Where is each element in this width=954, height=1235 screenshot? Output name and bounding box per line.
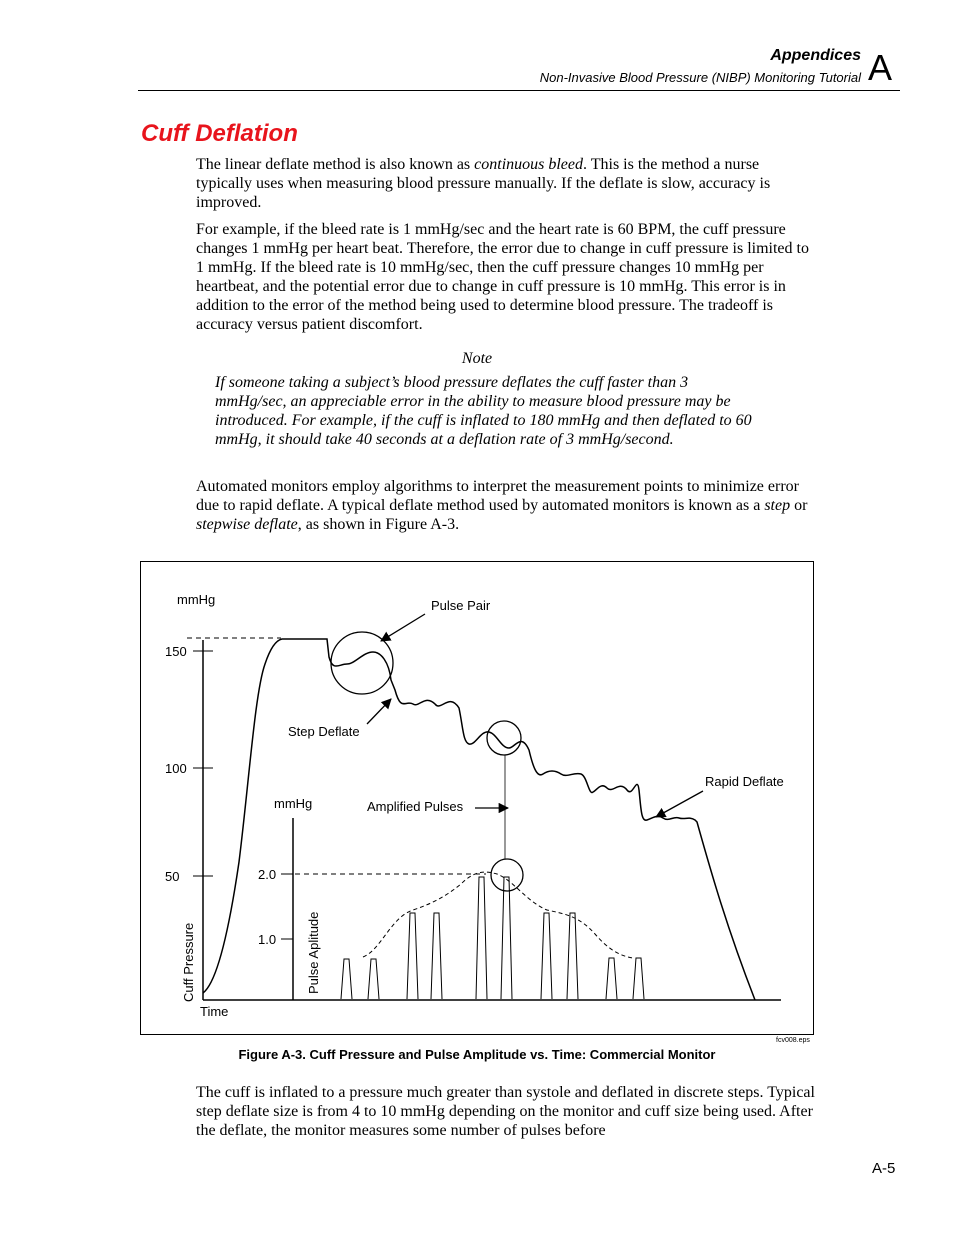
tick-label-150: 150 [165, 644, 187, 659]
amplified-pulses-label: Amplified Pulses [367, 799, 464, 814]
pulse-bars [341, 877, 644, 999]
header-section-title: Appendices [770, 47, 861, 64]
tick-label-50: 50 [165, 869, 180, 884]
rapid-deflate-arrow [656, 791, 703, 817]
time-label: Time [200, 1004, 229, 1019]
cuff-pressure-chart [141, 562, 815, 1036]
pulse-envelope [363, 872, 633, 958]
pulse-pair-label: Pulse Pair [431, 598, 491, 613]
tick-label-100: 100 [165, 761, 187, 776]
step-deflate-label: Step Deflate [288, 724, 360, 739]
paragraph-2: For example, if the bleed rate is 1 mmHg/sec and the heart rate is 60 BPM, the cuff pressure changes 1 mmHg per heart beat. Therefore, the error due to change in cuff pressure is limited to 1 mmHg. If the bleed rate is 10 mmHg/sec, then the cuff pressure changes 10 mmHg per heartbeat, and the potential error due to change in cuff pressure is 10 mmHg. This error is in addition to the error of the method being used to determine blood pressure. The tradeoff is accuracy versus patient discomfort. [196, 221, 809, 333]
paragraph-3: Automated monitors employ algorithms to interpret the measurement points to minimize error due to rapid deflate. A typical deflate method used by automated monitors is known as a step or stepwise deflate, as shown in Figure A-3. [196, 478, 808, 533]
section-heading: Cuff Deflation [141, 120, 298, 147]
tick-label-2-0: 2.0 [258, 867, 277, 882]
header-rule [138, 90, 900, 91]
outer-unit-label: mmHg [177, 592, 216, 607]
note-heading: Note [461, 350, 493, 367]
figure-a3 [140, 561, 814, 1035]
pulse-pair-circle [331, 632, 393, 694]
cuff-pressure-curve [203, 639, 755, 1000]
inner-unit-label: mmHg [274, 796, 313, 811]
figure-caption: Figure A-3. Cuff Pressure and Pulse Amplitude vs. Time: Commercial Monitor [238, 1047, 716, 1062]
paragraph-4: The cuff is inflated to a pressure much greater than systole and deflated in discrete steps. Typical step deflate size is from 4 to 10 mmHg depending on the monitor and cuff size being used. After the deflate, the monitor measures some number of pulses before [196, 1084, 815, 1139]
header-subtitle: Non-Invasive Blood Pressure (NIBP) Monitoring Tutorial [539, 70, 861, 85]
peak-pulse-circle [491, 859, 523, 891]
note-text: If someone taking a subject’s blood pressure deflates the cuff faster than 3 mmHg/sec, an appreciable error in the ability to measure blood pressure may be introduced. For example, if the cuff is inflated to 180 mmHg and then deflated to 60 mmHg, it should take 40 seconds at a deflation rate of 3 mmHg/second. [215, 374, 752, 448]
pulse-pair-arrow [381, 614, 425, 641]
cuff-pressure-label: Cuff Pressure [181, 922, 196, 1002]
step-deflate-arrow [367, 699, 391, 724]
page-number: A-5 [872, 1160, 896, 1177]
appendix-letter: A [868, 47, 893, 88]
pulse-amplitude-label: Pulse Aplitude [306, 911, 321, 994]
rapid-deflate-label: Rapid Deflate [705, 774, 784, 789]
figure-file-name: fcv008.eps [776, 1037, 810, 1044]
amplified-pulse-circle [487, 721, 521, 755]
tick-label-1-0: 1.0 [258, 932, 277, 947]
paragraph-1: The linear deflate method is also known as continuous bleed. This is the method a nurse typically uses when measuring blood pressure manually. If the deflate is slow, accuracy is improved. [196, 156, 771, 211]
